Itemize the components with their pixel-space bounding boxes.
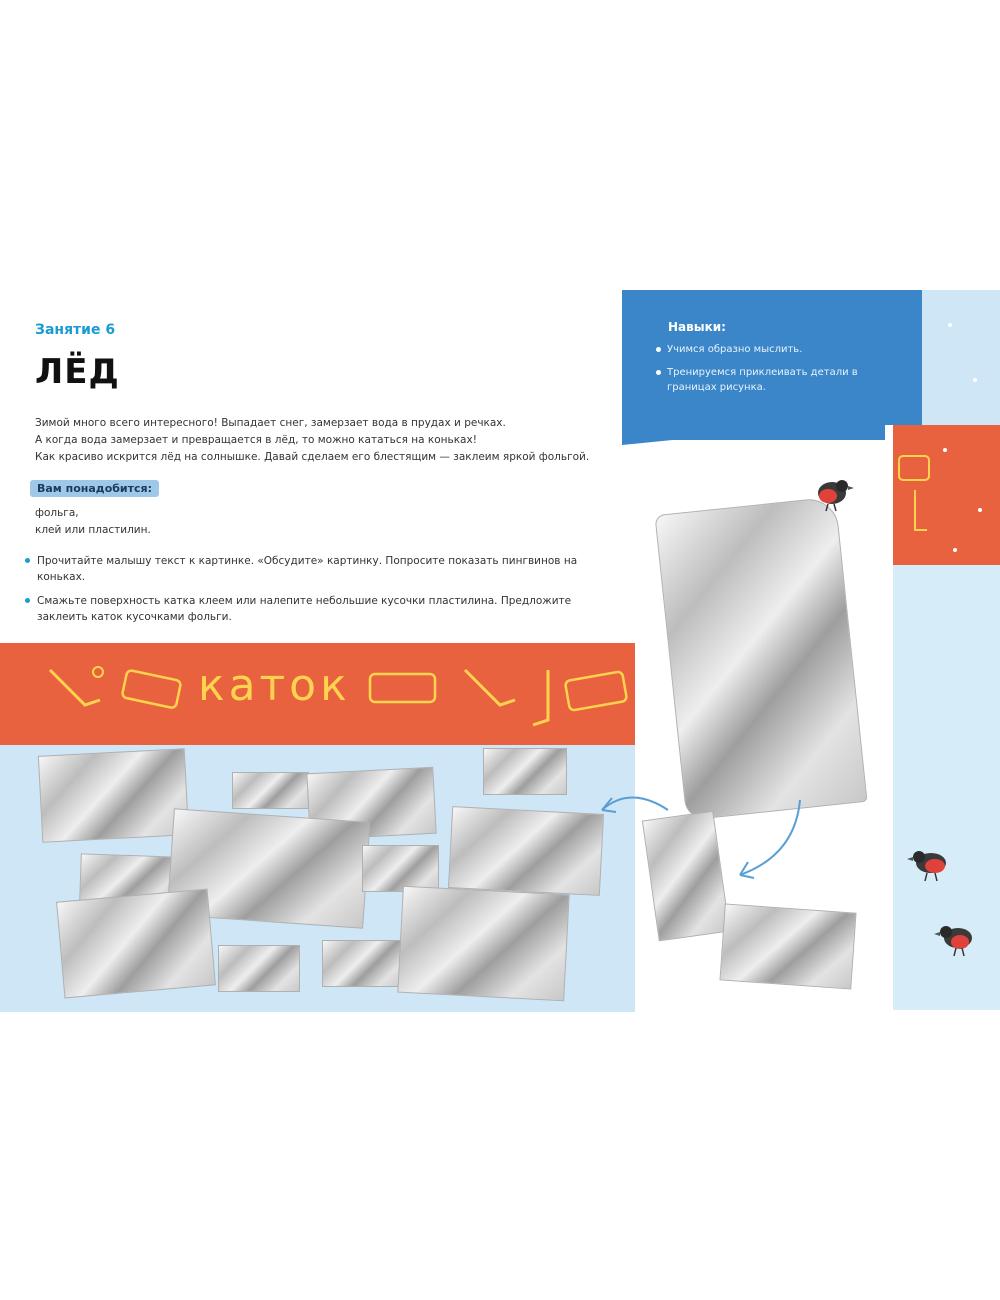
skills-list bbox=[655, 342, 890, 403]
page-divider bbox=[885, 425, 893, 1010]
intro-line: Как красиво искрится лёд на солнышке. Давай сделаем его блестящим — заклеим яркой фольгой. bbox=[35, 451, 590, 463]
foil-piece bbox=[362, 845, 439, 892]
puck-icon bbox=[365, 668, 440, 708]
foil-piece bbox=[483, 748, 567, 795]
puck-icon bbox=[562, 670, 632, 715]
materials-label: Вам понадобится: bbox=[30, 480, 159, 497]
skill-item: Учимся образно мыслить. bbox=[655, 342, 890, 357]
hockey-stick-icon bbox=[528, 665, 558, 735]
materials-list bbox=[35, 505, 151, 539]
rink-banner-text: каток bbox=[198, 660, 351, 711]
skills-panel-fold bbox=[622, 420, 922, 445]
instructions-list bbox=[25, 553, 605, 633]
foil-piece bbox=[322, 940, 404, 987]
bullfinch-bird-icon bbox=[808, 473, 858, 513]
instruction-item: Прочитайте малышу текст к картинке. «Обсудите» картинку. Попросите показать пингвинов на коньках. bbox=[25, 553, 605, 585]
foil-piece bbox=[232, 772, 309, 809]
foil-piece bbox=[448, 806, 604, 896]
puck-icon bbox=[118, 665, 188, 715]
intro-line: Зимой много всего интересного! Выпадает снег, замерзает вода в прудах и речках. bbox=[35, 417, 506, 429]
lesson-number: Занятие 6 bbox=[35, 322, 116, 338]
intro-line: А когда вода замерзает и превращается в лёд, то можно кататься на коньках! bbox=[35, 434, 477, 446]
foil-sheet-image bbox=[654, 496, 867, 820]
page-title: ЛЁД bbox=[35, 352, 120, 392]
intro-text bbox=[35, 415, 625, 466]
arrow-icon bbox=[590, 780, 820, 890]
snowflake-dot-icon bbox=[930, 320, 995, 570]
materials-item: клей или пластилин. bbox=[35, 524, 151, 536]
bullfinch-bird-icon bbox=[905, 843, 955, 883]
materials-item: фольга, bbox=[35, 507, 79, 519]
instruction-item: Смажьте поверхность катка клеем или налепите небольшие кусочки пластилина. Предложите заклеить каток кусочками фольги. bbox=[25, 593, 605, 625]
skate-icon bbox=[895, 450, 935, 540]
hockey-stick-icon bbox=[40, 660, 110, 720]
skill-item: Тренируемся приклеивать детали в границах рисунка. bbox=[655, 365, 890, 395]
foil-piece bbox=[719, 903, 856, 989]
skills-title: Навыки: bbox=[668, 320, 726, 334]
hockey-stick-icon bbox=[455, 660, 525, 720]
foil-piece bbox=[38, 748, 189, 843]
bullfinch-bird-icon bbox=[932, 918, 982, 958]
foil-piece bbox=[397, 886, 569, 1002]
foil-piece bbox=[218, 945, 300, 992]
foil-piece bbox=[56, 889, 216, 999]
